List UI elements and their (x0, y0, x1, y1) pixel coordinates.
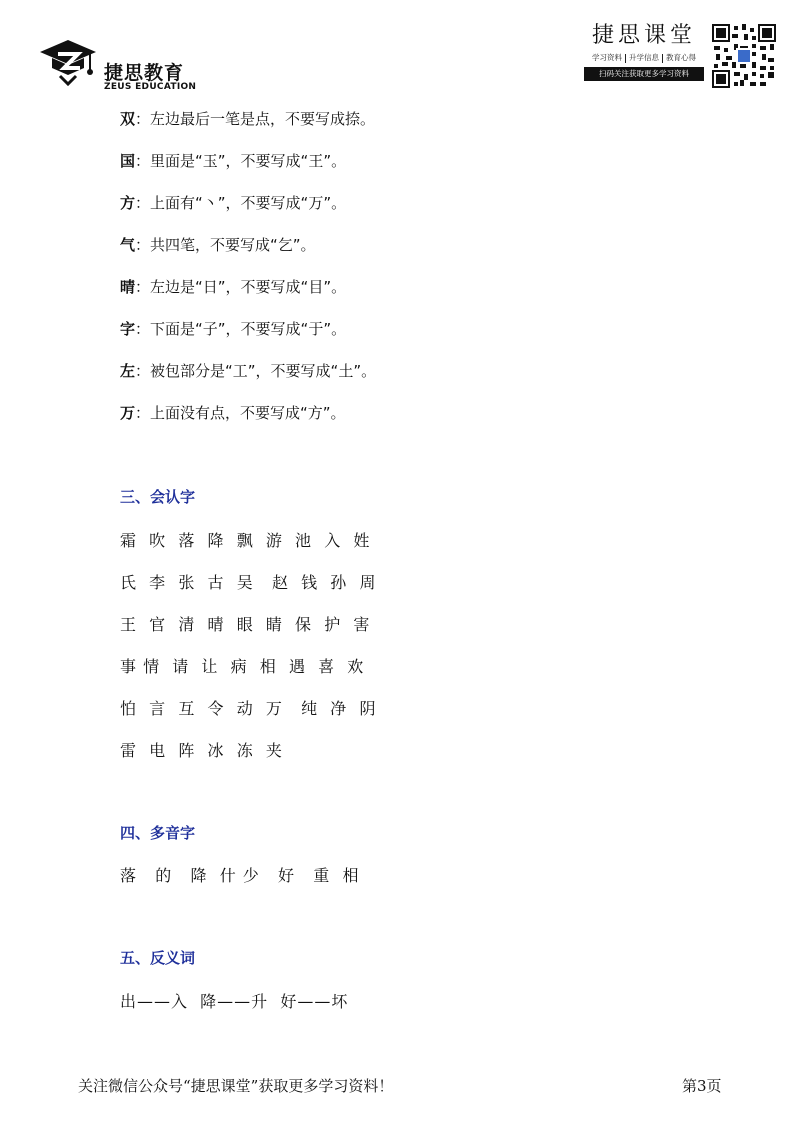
antonym-row: 出——入 降——升 好——坏 (120, 992, 349, 1011)
section-title-antonyms: 五、反义词 (120, 949, 196, 967)
correction-text: ：被包部分是“工”，不要写成“土”。 (135, 362, 377, 380)
correction-text: ：左边最后一笔是点，不要写成捺。 (135, 110, 376, 128)
page-header (0, 0, 800, 100)
char-row: 事 情 请 让 病 相 遇 喜 欢 (120, 657, 365, 676)
char-row: 氏 李 张 古 吴 赵 钱 孙 周 (120, 573, 377, 592)
correction-item (120, 360, 376, 381)
brand-tag: 教育心得 (666, 53, 696, 62)
logo-chinese-name: 捷思教育 (104, 62, 185, 84)
page-number: 第3页 (682, 1077, 722, 1095)
correction-item (120, 108, 375, 129)
brand-tag: 升学信息 (629, 53, 659, 62)
correction-char: 双 (120, 110, 136, 128)
correction-item (120, 402, 346, 423)
correction-text: ：左边是“日”，不要写成“目”。 (135, 278, 347, 296)
brand-block (584, 22, 704, 90)
char-row: 怕 言 互 令 动 万 纯 净 阴 (120, 699, 377, 718)
logo-english-name: ZEUS EDUCATION (104, 82, 197, 92)
correction-item (120, 234, 316, 255)
char-row: 霜 吹 落 降 飘 游 池 入 姓 (120, 531, 371, 550)
correction-text: ：里面是“玉”，不要写成“王”。 (135, 152, 347, 170)
correction-text: ：上面有“丶”，不要写成“万”。 (135, 194, 347, 212)
correction-char: 字 (120, 320, 136, 338)
char-row: 雷 电 阵 冰 冻 夹 (120, 741, 283, 760)
correction-char: 晴 (120, 278, 136, 296)
brand-bar: 扫码关注获取更多学习资料 (584, 67, 704, 81)
correction-char: 万 (120, 404, 136, 422)
correction-item (120, 318, 346, 339)
correction-char: 左 (120, 362, 136, 380)
correction-item (120, 276, 346, 297)
char-row: 落 的 降 什 少 好 重 相 (120, 866, 360, 885)
correction-text: ：共四笔，不要写成“乞”。 (135, 236, 316, 254)
section-title-recognize: 三、会认字 (120, 488, 196, 506)
brand-title: 捷思课堂 (591, 23, 696, 48)
graduation-cap-logo-icon (38, 38, 98, 86)
section-title-polyphonic: 四、多音字 (120, 824, 196, 842)
correction-char: 气 (120, 236, 136, 254)
correction-item (120, 150, 346, 171)
correction-item (120, 192, 346, 213)
char-row: 王 官 清 晴 眼 睛 保 护 害 (120, 615, 371, 634)
brand-tag: 学习资料 (592, 53, 622, 62)
correction-text: ：上面没有点，不要写成“方”。 (135, 404, 346, 422)
brand-tags (584, 52, 704, 63)
correction-char: 国 (120, 152, 136, 170)
correction-char: 方 (120, 194, 136, 212)
qr-code-icon[interactable] (712, 24, 776, 88)
footer-note: 关注微信公众号“捷思课堂”获取更多学习资料！ (78, 1077, 394, 1095)
correction-text: ：下面是“子”，不要写成“于”。 (135, 320, 347, 338)
zeus-education-logo (38, 38, 208, 92)
